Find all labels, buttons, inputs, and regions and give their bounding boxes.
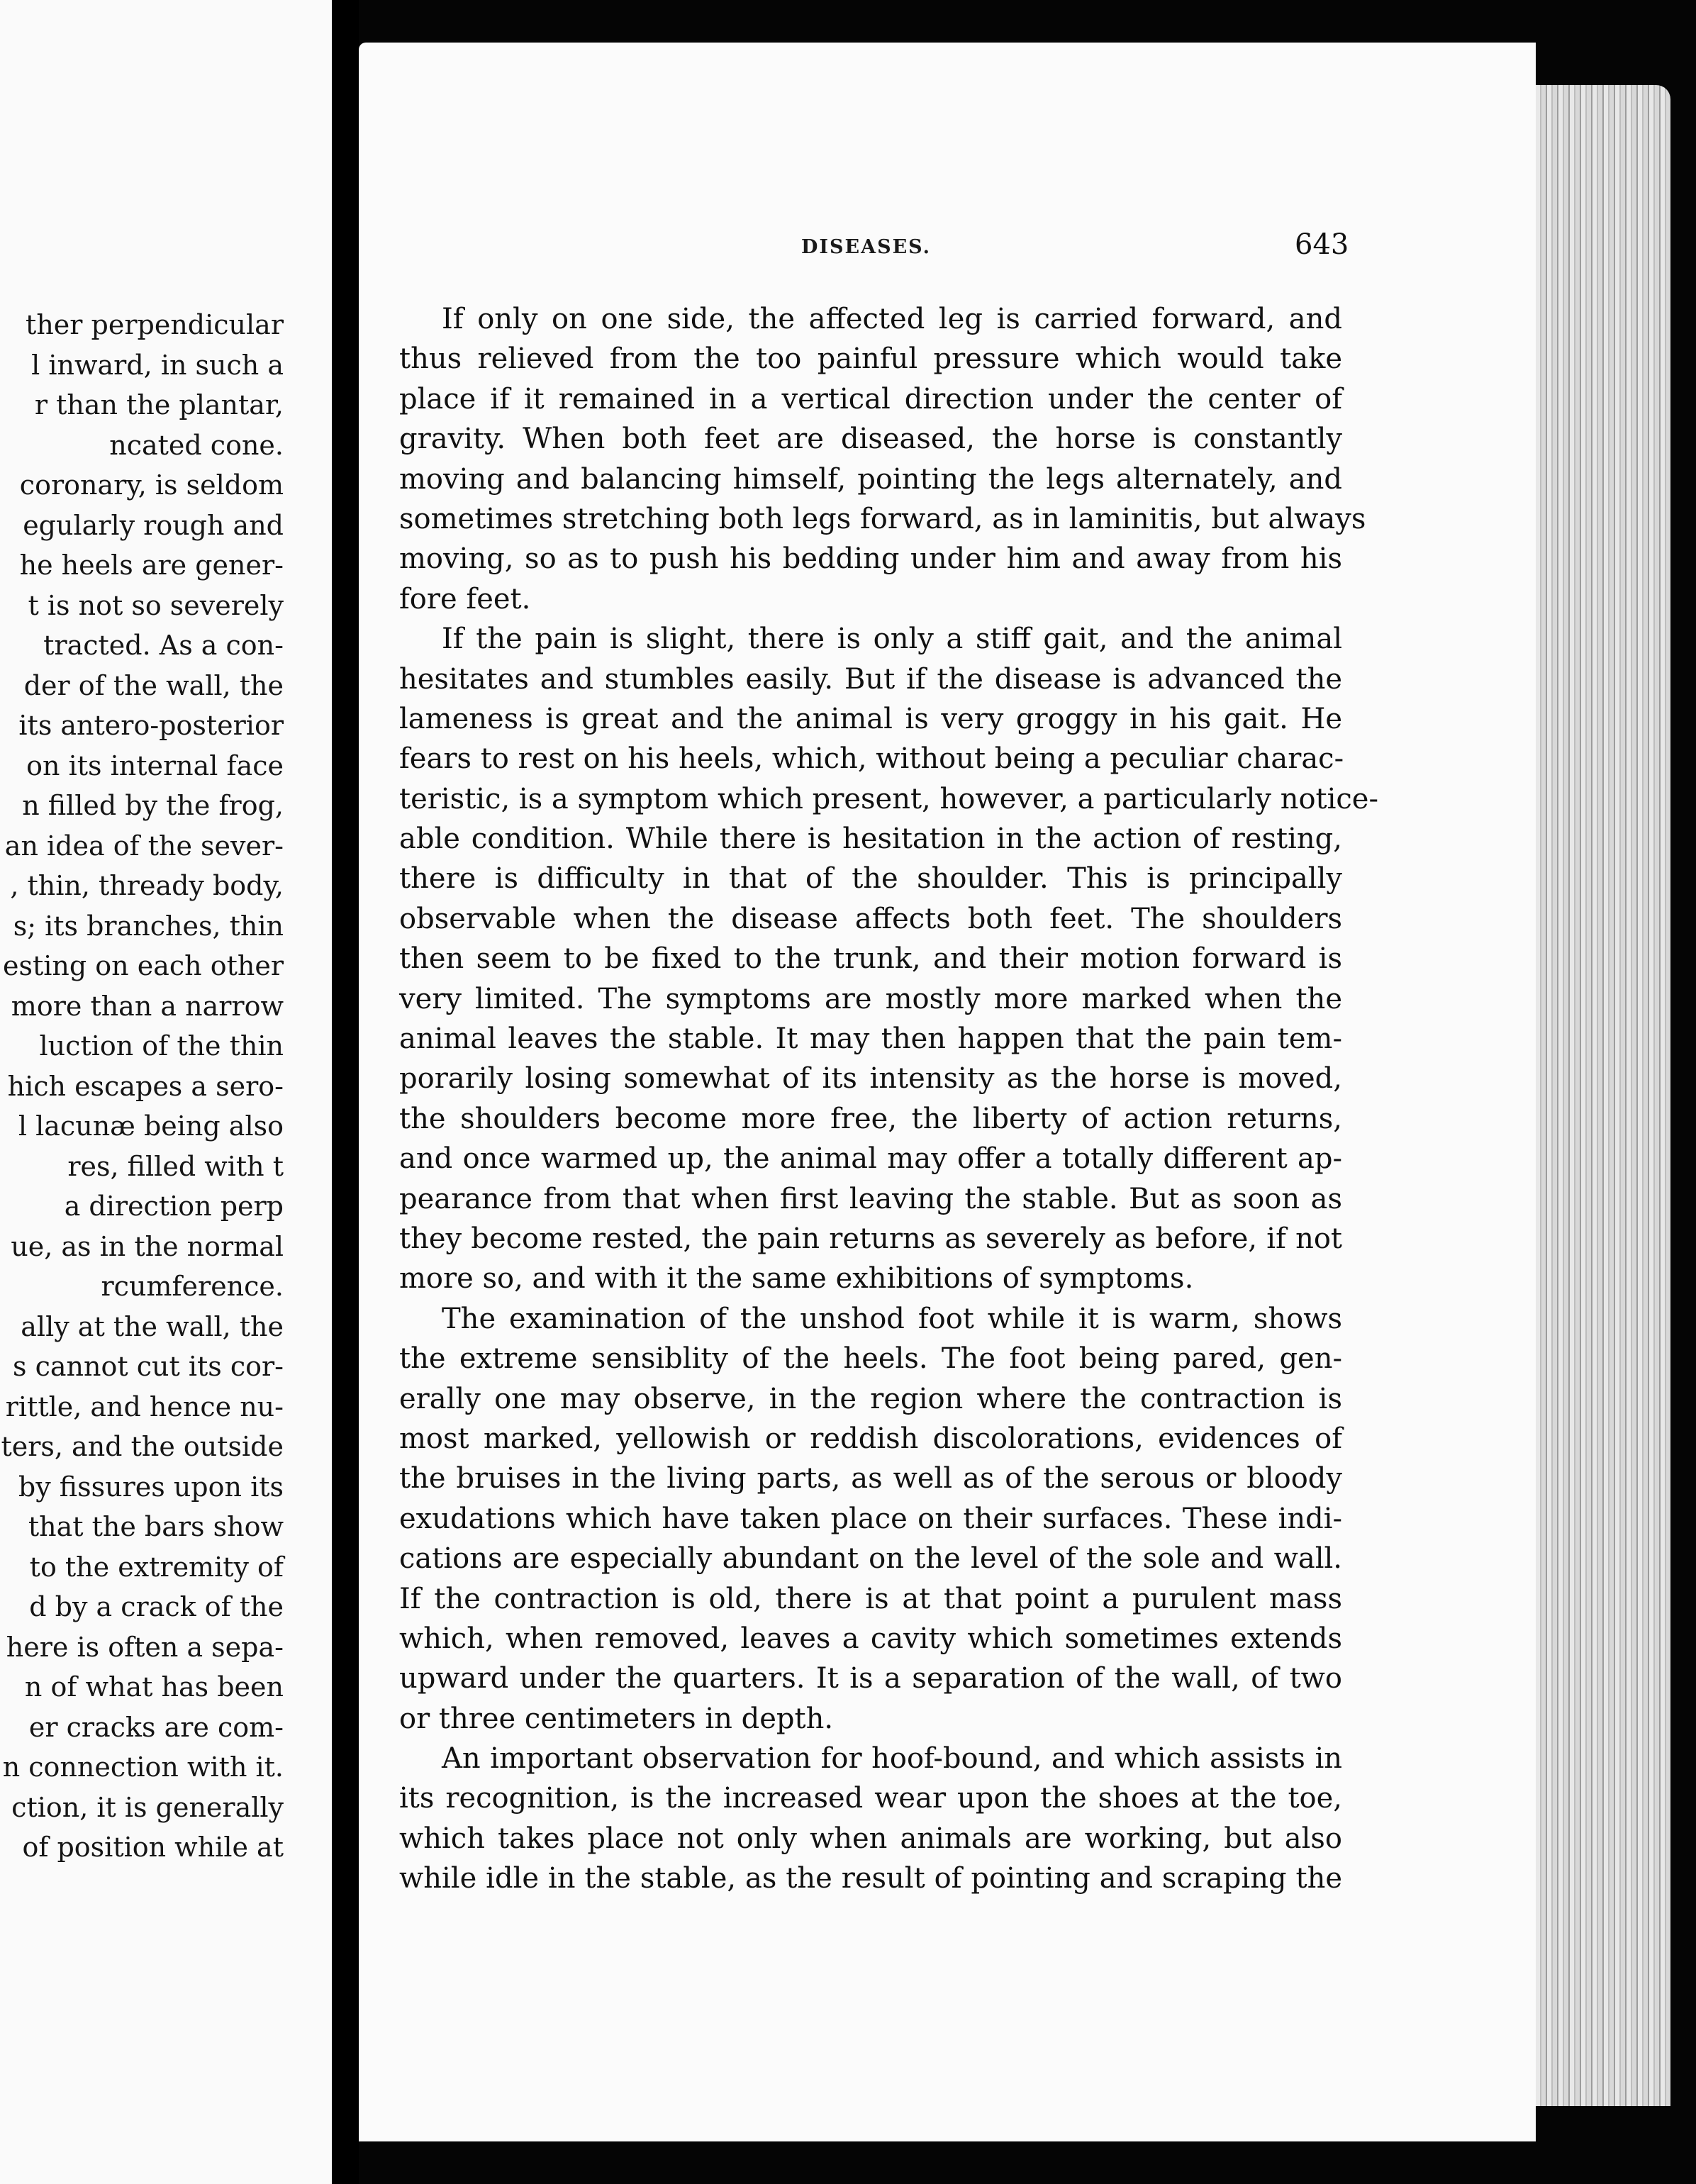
text-line: the extreme sensiblity of the heels. The foot being pared, gen- xyxy=(399,1342,1342,1376)
paragraph xyxy=(399,299,1366,619)
paragraph xyxy=(399,1739,1342,1899)
paragraph xyxy=(399,1299,1342,1739)
left-page-line: its antero-posterior xyxy=(18,710,284,741)
text-line: while idle in the stable, as the result of pointing and scraping the xyxy=(399,1862,1342,1895)
left-page-line: by fissures upon its xyxy=(18,1471,284,1503)
left-page-line: l lacunæ being also xyxy=(18,1110,284,1142)
text-line: its recognition, is the increased wear upon the shoes at the toe, xyxy=(399,1782,1342,1815)
text-line: pearance from that when first leaving the stable. But as soon as xyxy=(399,1182,1342,1215)
text-line: exudations which have taken place on their surfaces. These indi- xyxy=(399,1502,1342,1535)
text-line: then seem to be fixed to the trunk, and their motion forward is xyxy=(399,942,1342,976)
left-page-line: der of the wall, the xyxy=(23,669,284,701)
text-line: gravity. When both feet are diseased, the horse is constantly xyxy=(399,423,1342,456)
left-page-text xyxy=(0,305,284,1868)
text-line: there is difficulty in that of the shoulder. This is principally xyxy=(399,862,1342,896)
left-page-line: r than the plantar, xyxy=(34,389,284,420)
left-page-line: ncated cone. xyxy=(109,429,284,461)
left-page-line: coronary, is seldom xyxy=(19,469,284,501)
page-edges xyxy=(1536,85,1670,2106)
text-line: which takes place not only when animals are working, but also xyxy=(399,1822,1342,1855)
text-line: cations are especially abundant on the level of the sole and wall. xyxy=(399,1542,1342,1576)
text-line: erally one may observe, in the region where the contraction is xyxy=(399,1382,1342,1415)
text-line: they become rested, the pain returns as severely as before, if not xyxy=(399,1222,1342,1255)
left-page-line: ters, and the outside xyxy=(1,1431,284,1462)
left-page-line: egularly rough and xyxy=(23,509,284,541)
text-line: An important observation for hoof-bound, and which assists in xyxy=(442,1742,1342,1776)
text-line: lameness is great and the animal is very groggy in his gait. He xyxy=(399,702,1342,735)
text-line: and once warmed up, the animal may offer a totally different ap- xyxy=(399,1142,1342,1176)
text-line: moving, so as to push his bedding under him and away from his xyxy=(399,542,1342,576)
text-line: If the pain is slight, there is only a stiff gait, and the animal xyxy=(442,623,1342,656)
text-line: If the contraction is old, there is at that point a purulent mass xyxy=(399,1582,1342,1615)
left-page-line: s; its branches, thin xyxy=(13,910,284,942)
text-line: the shoulders become more free, the liberty of action returns, xyxy=(399,1102,1342,1135)
paragraph xyxy=(399,619,1378,1299)
text-line: fore feet. xyxy=(399,582,531,615)
left-page-line: n filled by the frog, xyxy=(22,790,284,821)
text-line: which, when removed, leaves a cavity which sometimes extends xyxy=(399,1622,1342,1655)
left-page-line: n of what has been xyxy=(24,1671,284,1703)
left-page-line: more than a narrow xyxy=(11,990,284,1022)
left-page-line: hich escapes a sero- xyxy=(7,1070,284,1102)
text-line: or three centimeters in depth. xyxy=(399,1702,834,1735)
book-gutter xyxy=(332,0,359,2184)
left-page-line: of position while at xyxy=(22,1832,284,1863)
text-line: The examination of the unshod foot while it is warm, shows xyxy=(442,1302,1342,1335)
left-page-line: n connection with it. xyxy=(2,1751,284,1783)
text-line: If only on one side, the affected leg is carried forward, and xyxy=(442,303,1342,335)
left-page-line: ther perpendicular xyxy=(26,309,284,340)
text-line: moving and balancing himself, pointing the legs alternately, and xyxy=(399,462,1342,496)
left-page-line: ally at the wall, the xyxy=(21,1310,284,1342)
left-page-line: rcumference. xyxy=(101,1271,284,1302)
left-page-line: s cannot cut its cor- xyxy=(13,1351,284,1382)
left-page-line: on its internal face xyxy=(26,750,284,781)
left-page-line: res, filled with t xyxy=(67,1150,284,1182)
left-page-line: t is not so severely xyxy=(28,589,284,621)
left-page-line: to the extremity of xyxy=(29,1551,284,1583)
left-page-line: , thin, thready body, xyxy=(10,870,284,901)
text-line: upward under the quarters. It is a separation of the wall, of two xyxy=(399,1662,1342,1695)
left-page-line: tracted. As a con- xyxy=(43,630,284,661)
left-page-line: an idea of the sever- xyxy=(4,830,284,862)
left-page-line: here is often a sepa- xyxy=(6,1631,284,1663)
left-page-line: rittle, and hence nu- xyxy=(5,1391,284,1422)
left-page-line: d by a crack of the xyxy=(29,1591,284,1622)
text-line: more so, and with it the same exhibitions of symptoms. xyxy=(399,1262,1194,1296)
running-head: DISEASES. xyxy=(801,236,932,258)
body-text xyxy=(399,299,1378,1899)
text-line: very limited. The symptoms are mostly more marked when the xyxy=(399,982,1342,1015)
left-page-line: l inward, in such a xyxy=(31,349,284,381)
left-page-line: ue, as in the normal xyxy=(11,1230,284,1262)
text-line: teristic, is a symptom which present, however, a particularly notice- xyxy=(399,782,1378,815)
text-line: the bruises in the living parts, as well as of the serous or bloody xyxy=(399,1462,1342,1495)
left-page-line: that the bars show xyxy=(28,1511,284,1542)
left-page-line: a direction perp xyxy=(64,1191,284,1222)
text-line: animal leaves the stable. It may then happen that the pain tem- xyxy=(399,1023,1342,1056)
text-line: place if it remained in a vertical direction under the center of xyxy=(399,382,1342,416)
text-line: thus relieved from the too painful pressure which would take xyxy=(399,342,1342,376)
text-line: sometimes stretching both legs forward, as in laminitis, but always xyxy=(399,502,1366,535)
text-line: observable when the disease affects both feet. The shoulders xyxy=(399,902,1342,935)
text-line: most marked, yellowish or reddish discolorations, evidences of xyxy=(399,1422,1342,1455)
left-page-line: he heels are gener- xyxy=(19,550,284,581)
text-line: able condition. While there is hesitation in the action of resting, xyxy=(399,823,1342,856)
page-number: 643 xyxy=(1295,228,1349,261)
left-page-line: er cracks are com- xyxy=(28,1711,284,1743)
text-line: hesitates and stumbles easily. But if the disease is advanced the xyxy=(399,662,1342,696)
left-page-line: luction of the thin xyxy=(39,1030,284,1062)
left-page-line: esting on each other xyxy=(3,950,284,981)
left-page-line: ction, it is generally xyxy=(11,1791,284,1823)
text-line: fears to rest on his heels, which, without being a peculiar charac- xyxy=(399,742,1344,776)
text-line: porarily losing somewhat of its intensity as the horse is moved, xyxy=(399,1062,1342,1096)
left-facing-page xyxy=(0,0,332,2184)
